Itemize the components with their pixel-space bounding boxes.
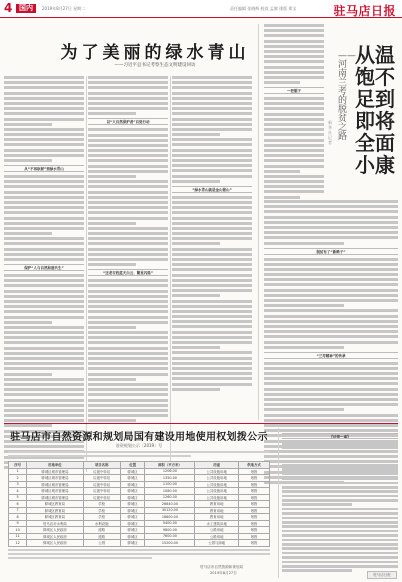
article-subhead: ——习近平总书记考察生态文明建设回访	[114, 63, 196, 68]
table-cell: 划拨	[239, 527, 270, 534]
table-cell: 公园与绿地	[195, 540, 239, 547]
table-cell: 垃圾中转站	[83, 494, 120, 501]
article-column-2	[88, 76, 168, 416]
section-heading: 从“不再砍树”到绿水青山	[4, 165, 84, 172]
table-cell: 驿城区教育局	[27, 501, 83, 508]
table-cell: 公共设施用地	[195, 488, 239, 495]
land-allocation-table	[8, 461, 270, 547]
table-cell: 驿城区城市管理局	[27, 475, 83, 482]
column-divider	[258, 24, 259, 420]
table-cell: 驻马店市水利局	[27, 520, 83, 527]
notice-signature: 驻马店市自然资源和规划局	[200, 565, 244, 569]
table-cell: 垃圾中转站	[83, 468, 120, 475]
section-heading: 以“大自然保护者”自觉行动	[88, 118, 168, 125]
table-cell: 划拨	[239, 533, 270, 540]
table-cell: 水利设施	[83, 520, 120, 527]
table-header-cell: 用地单位	[27, 462, 83, 469]
table-cell: 公共设施用地	[195, 475, 239, 482]
table-cell: 划拨	[239, 520, 270, 527]
table-cell: 划拨	[239, 540, 270, 547]
table-cell: 教育用地	[195, 507, 239, 514]
table-cell: 公路用地	[195, 533, 239, 540]
table-cell: 9	[9, 520, 27, 527]
table-cell: 驿城区	[120, 527, 145, 534]
table-cell: 划拨	[239, 481, 270, 488]
table-cell: 驿城区	[120, 475, 145, 482]
table-cell: 7600.00	[145, 533, 195, 540]
watermark-seal: 驻马店日报	[367, 571, 397, 579]
table-cell: 驿城区	[120, 481, 145, 488]
table-cell: 划拨	[239, 514, 270, 521]
section-heading: 保护“人与自然和谐共生”	[4, 264, 84, 271]
table-cell: 驿城区城市管理局	[27, 468, 83, 475]
table-cell: 公园	[83, 540, 120, 547]
feature-intro-column	[264, 24, 324, 184]
notice-date: 2019年8月27日	[210, 571, 237, 575]
column-divider	[86, 76, 87, 472]
table-cell: 1080.00	[145, 488, 195, 495]
editors-line: 责任编辑 张晓辉 校读 孟黎 排版 郑宝	[230, 6, 297, 11]
table-cell: 7	[9, 507, 27, 514]
table-cell: 驿城区教育局	[27, 507, 83, 514]
table-cell: 划拨	[239, 468, 270, 475]
column-divider	[278, 428, 279, 578]
table-cell: 垃圾中转站	[83, 481, 120, 488]
table-cell: 11	[9, 533, 27, 540]
section-heading: “兰考精神”的传承	[264, 352, 398, 359]
table-cell: 道路	[83, 533, 120, 540]
article-column-3	[172, 76, 252, 416]
table-cell: 公共设施用地	[195, 481, 239, 488]
table-cell: 驿城区城市管理局	[27, 488, 83, 495]
table-cell: 划拨	[239, 488, 270, 495]
table-cell: 驿城区人民政府	[27, 527, 83, 534]
table-cell: 5400.00	[145, 520, 195, 527]
table-cell: 5	[9, 494, 27, 501]
feature-headline: 从温饱不足到即将全面小康	[355, 43, 395, 177]
article-column-1	[4, 76, 84, 416]
table-cell: 划拨	[239, 494, 270, 501]
table-cell: 9800.00	[145, 527, 195, 534]
table-cell: 学校	[83, 507, 120, 514]
notice-title: 驻马店市自然资源和规划局国有建设用地使用权划拨公示	[10, 432, 268, 443]
table-cell: 驿城区	[120, 520, 145, 527]
section-heading: 【法律一事】	[282, 433, 398, 439]
table-cell: 划拨	[239, 475, 270, 482]
section-heading: 脱贫有了“新路子”	[264, 248, 398, 255]
table-cell: 2	[9, 475, 27, 482]
notice-footer-text	[8, 549, 270, 561]
table-cell: 18600.00	[145, 514, 195, 521]
table-cell: 6	[9, 501, 27, 508]
feature-byline: 新华社记者	[328, 120, 332, 145]
article-headline: 为了美丽的绿水青山	[60, 43, 250, 63]
table-cell: 1	[9, 468, 27, 475]
table-cell: 驿城区城市管理局	[27, 481, 83, 488]
table-cell: 10	[9, 527, 27, 534]
table-header-cell: 面积（平方米）	[145, 462, 195, 469]
section-label: 国内	[16, 4, 36, 13]
table-cell: 8	[9, 514, 27, 521]
legal-column	[282, 430, 398, 578]
table-header-cell: 位置	[120, 462, 145, 469]
table-cell: 驿城区教育局	[27, 514, 83, 521]
table-cell: 划拨	[239, 501, 270, 508]
table-cell: 驿城区	[120, 540, 145, 547]
table-cell: 驿城区	[120, 494, 145, 501]
section-heading: “绿水青山就是金山银山”	[172, 186, 252, 193]
table-cell: 学校	[83, 514, 120, 521]
table-row	[9, 540, 270, 547]
table-cell: 教育用地	[195, 501, 239, 508]
table-cell: 划拨	[239, 507, 270, 514]
table-cell: 1100.00	[145, 481, 195, 488]
table-cell: 30120.00	[145, 507, 195, 514]
table-header-cell: 序号	[9, 462, 27, 469]
table-cell: 3	[9, 481, 27, 488]
table-cell: 驿城区	[120, 488, 145, 495]
table-cell: 12	[9, 540, 27, 547]
table-cell: 驿城区	[120, 507, 145, 514]
table-cell: 垃圾中转站	[83, 488, 120, 495]
table-cell: 15200.00	[145, 540, 195, 547]
table-cell: 驿城区人民政府	[27, 540, 83, 547]
page-header	[0, 0, 402, 18]
table-cell: 1350.00	[145, 475, 195, 482]
section-heading: 一把锯子	[264, 87, 324, 94]
table-cell: 1200.00	[145, 468, 195, 475]
section-divider	[4, 423, 398, 424]
table-cell: 公共设施用地	[195, 494, 239, 501]
table-cell: 26840.00	[145, 501, 195, 508]
table-cell: 4	[9, 488, 27, 495]
table-cell: 驿城区	[120, 501, 145, 508]
feature-subtitle: ——河南兰考的脱贫之路	[338, 51, 356, 142]
table-cell: 驿城区	[120, 514, 145, 521]
notice-intro	[8, 451, 270, 459]
table-cell: 垃圾中转站	[83, 475, 120, 482]
table-cell: 公路用地	[195, 527, 239, 534]
table-cell: 道路	[83, 527, 120, 534]
date-line: 2019年8月27日 星期二	[42, 6, 86, 11]
notice-number: 驻资规划公示〔2019〕号	[115, 443, 163, 448]
column-divider	[170, 76, 171, 472]
table-cell: 驿城区	[120, 533, 145, 540]
table-cell: 驿城区人民政府	[27, 533, 83, 540]
table-cell: 学校	[83, 501, 120, 508]
table-cell: 公共设施用地	[195, 468, 239, 475]
table-header-cell: 用途	[195, 462, 239, 469]
masthead-logo: 驻马店日报	[333, 4, 396, 18]
table-cell: 水工建筑用地	[195, 520, 239, 527]
page-number: 4	[4, 1, 13, 15]
feature-body	[264, 200, 398, 416]
table-header-cell: 项目名称	[83, 462, 120, 469]
table-header-cell: 供地方式	[239, 462, 270, 469]
table-cell: 驿城区城市管理局	[27, 494, 83, 501]
table-cell: 教育用地	[195, 514, 239, 521]
table-cell: 驿城区	[120, 468, 145, 475]
table-cell: 1260.00	[145, 494, 195, 501]
section-heading: “还老百姓蓝天白云、繁星闪烁”	[88, 269, 168, 276]
